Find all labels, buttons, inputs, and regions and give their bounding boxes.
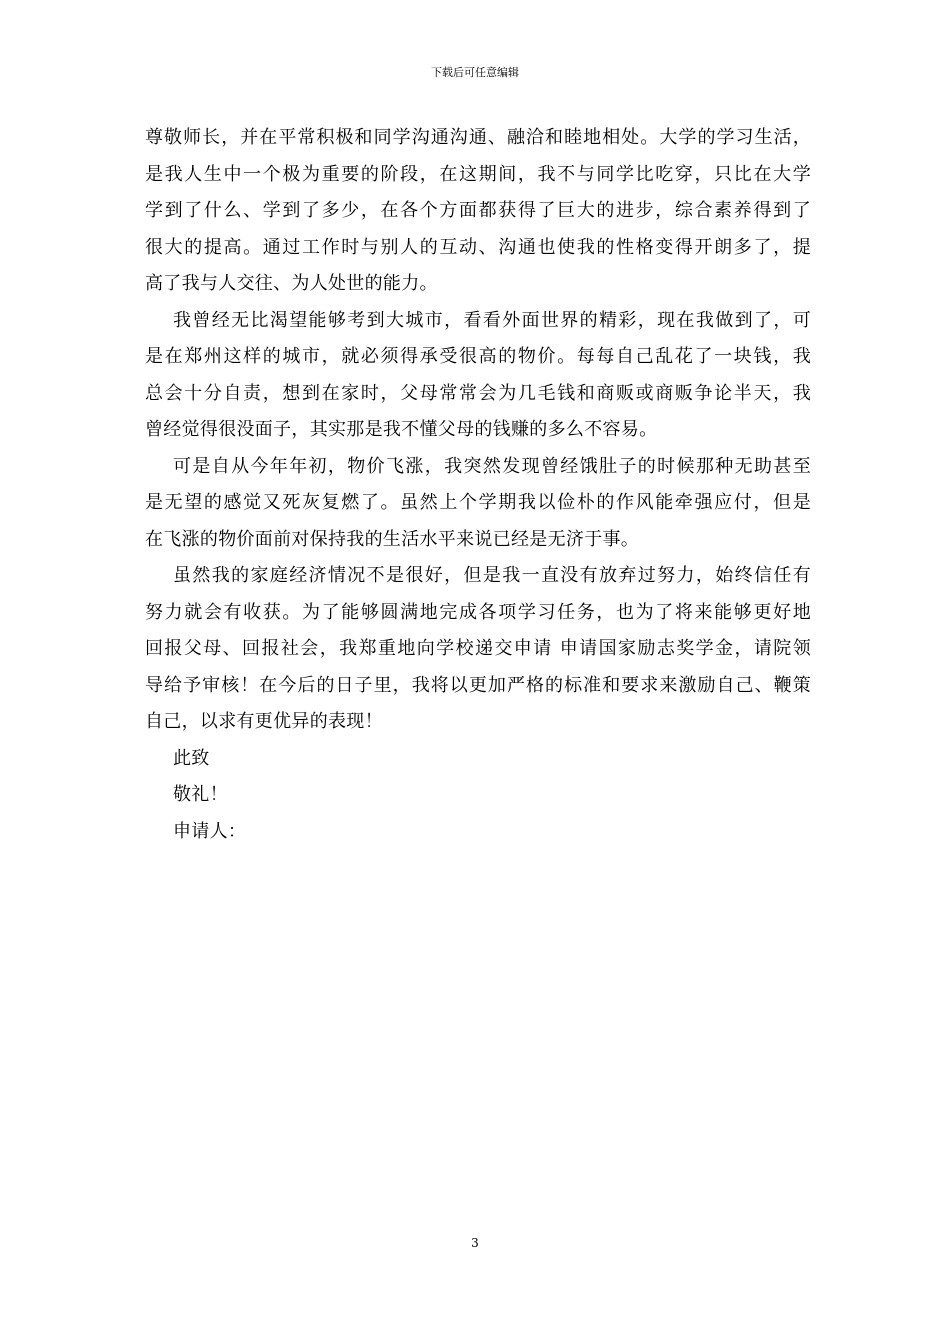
paragraph-line: 高了我与人交往、为人处世的能力。 xyxy=(145,273,438,294)
paragraph-line: 努力就会有收获。为了能够圆满地完成各项学习任务，也为了将来能够更好地 xyxy=(145,601,811,623)
paragraph-line: 是我人生中一个极为重要的阶段，在这期间，我不与同学比吃穿，只比在大学 xyxy=(145,163,811,185)
paragraph-1 xyxy=(145,120,811,303)
letter-body xyxy=(145,120,811,850)
paragraph-line: 是在郑州这样的城市，就必须得承受很高的物价。每每自己乱花了一块钱，我 xyxy=(145,346,811,367)
page-header: 下载后可任意编辑 xyxy=(431,66,519,79)
closing-salutation: 此致 xyxy=(173,747,210,769)
applicant-signature-label: 申请人： xyxy=(173,820,247,842)
paragraph-line: 回报父母、回报社会，我郑重地向学校递交申请 申请国家励志奖学金，请院领 xyxy=(145,638,811,659)
paragraph-line: 自己，以求有更优异的表现！ xyxy=(145,711,383,732)
paragraph-line: 总会十分自责，想到在家时，父母常常会为几毛钱和商贩或商贩争论半天，我 xyxy=(145,382,811,404)
paragraph-line: 尊敬师长，并在平常积极和同学沟通沟通、融洽和睦地相处。大学的学习生活， xyxy=(145,127,811,148)
paragraph-line: 导给予审核！在今后的日子里，我将以更加严格的标准和要求来激励自己、鞭策 xyxy=(145,674,811,696)
paragraph-line: 虽然我的家庭经济情况不是很好，但是我一直没有放弃过努力，始终信任有 xyxy=(173,565,811,586)
paragraph-line: 是无望的感觉又死灰复燃了。虽然上个学期我以俭朴的作风能牵强应付，但是 xyxy=(145,492,811,513)
paragraph-line: 可是自从今年年初，物价飞涨，我突然发现曾经饿肚子的时候那种无助甚至 xyxy=(173,455,811,477)
page-number: 3 xyxy=(471,1236,479,1250)
paragraph-4 xyxy=(145,558,811,741)
paragraph-line: 很大的提高。通过工作时与别人的互动、沟通也使我的性格变得开朗多了，提 xyxy=(145,236,811,258)
paragraph-line: 曾经觉得很没面子，其实那是我不懂父母的钱赚的多么不容易。 xyxy=(145,419,658,440)
paragraph-line: 我曾经无比渴望能够考到大城市，看看外面世界的精彩，现在我做到了，可 xyxy=(173,309,811,331)
closing-regards: 敬礼！ xyxy=(173,784,228,805)
paragraph-2 xyxy=(145,303,811,449)
paragraph-3 xyxy=(145,449,811,559)
paragraph-line: 在飞涨的物价面前对保持我的生活水平来说已经是无济于事。 xyxy=(145,528,640,550)
paragraph-line: 学到了什么、学到了多少，在各个方面都获得了巨大的进步，综合素养得到了 xyxy=(145,200,811,221)
